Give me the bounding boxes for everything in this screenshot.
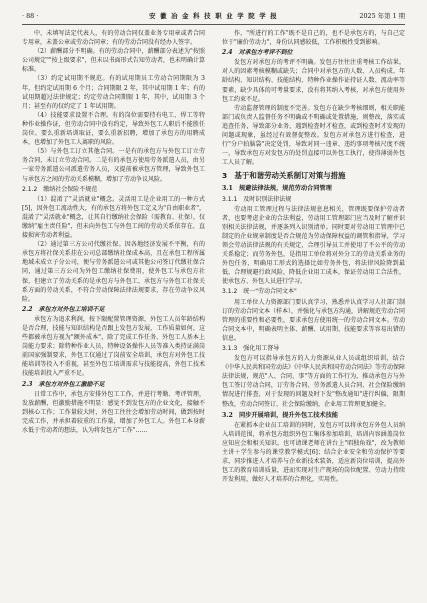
paragraph: 在紧抓本企业员工培训的同时，发包方可以将承包方外包人员纳入培训范围，将承包方组织外包工集体参加培训，培训内容涵盖岗位应知应会和相关知识。也可请课老师在讲台上"唱独角戏"，改为教师主讲＋学生参与的课堂教学模式[6]；结合企业安全和劳动保护等要求，同步推进人才培养与企业新技术装备，适应新岗位培训，提高外包工的教育培训质量，进而实现对生产现场的岗位配置、劳动力持续开发利用，做好人才培养的合理化，实用性。 (222, 421, 405, 484)
paragraph: 承包方为追求利润，按下限配置管理资源，外包工人员年龄结构是否合理，技能与知识结构是否跟上发包方发展，工作质量如何，这些都被承包方视为"额外成本"，除了完成工作任务、外包工人基本上岗能力要求；除特种作业人员，特种设备操作人员等准入类持证满岗前国家强制要求，外包工仅通过了岗前安全培训，承包方对外包工技能培训等投入不重视，甚至外包工培训需求与技能提高，外包工技术技能培训投入严重不足。 (22, 315, 205, 378)
subsubsection-heading: 2.4 对承包方考评不到位 (222, 49, 293, 57)
subsubsection-heading: 2.1.2 缴纳社会保险不规范 (22, 185, 98, 193)
paragraph: （3）约定试用期不规范。有的试用期员工劳动合同期限为 3 年，但约定试用期 6 个月；合同期限 2 年，其中试用期 1 年；有的试用期超过法律规定；约定劳动合同期限 1 年，其中，试用期 3 个月；甚至有的仅约定了 1 年试用期。 (22, 75, 205, 110)
paragraph: 用工单位人力资源部门要认真学习，熟悉并认真学习人社部门制订的劳动合同文本（样本），并强化与承包方沟通，讲解规范劳动合同管理的重要性和必要性，要求承包方使用统一的劳动合同文本。劳动合同文本中，明确表明主体、薪酬、试用期、技能要求等容易出错的信息。 (222, 298, 405, 342)
subsubsection-heading: 3.1.3 强化用工督导 (222, 345, 280, 352)
journal-name: 安 徽 冶 金 科 技 职 业 学 院 学 报 (149, 12, 278, 20)
subsection-heading: 3.2 同步开展培训，提升外包工技术技能 (222, 411, 338, 419)
paragraph: 劳动用工管理过程与法律法规息息相关，管理既要保护劳动者者，也要考虑企业的合法利益，劳动用工管理部门应当及时了解并识别相关法律法规，并逐条列入识别清单。同时要对劳动用工管理中已制定的企业规章制度是否合规范为劳动保障权益的调管和指导，学习领会劳动法律法规的有关规定，合理引导员工并使用了不公平的劳动关系稳定；而劳务外包，是指用工单位将对外分工的劳动关系业务的外包任务，明确用工形式的选择比如劳务外包，将法律风险降到最低，合理规避行政风险，降低企业用工成本，保证劳动用工合法性，使承包方、外包人员进行学习。 (222, 205, 405, 286)
paragraph: 作，"所进行的工作"既不是自己的，也不是承包方的，与自己定位于"廉价劳动力"，身份认同感较低，工作积极性受到影响。 (222, 30, 405, 47)
subsubsection-heading: 2.3 承包方对外包工激励不足 (22, 380, 105, 388)
paragraph: （2）通过第三方公司代缴社保。因各地经济发展不平衡，有的承包方将社保关系挂在公司总部缴纳社保成本高，且在承包工程所属地域未成立子分公司，便与劳务派遣公司或其他公司签订代缴社保合同，通过第三方公司为外包工缴纳社保费用，使外包工与承包方社保，但建立了劳动关系的是承包方与外包工，承包方与外包工社保关系方面的劳动关系，不符合劳动保障法律法规要求，存在劳动争议风险。 (22, 241, 205, 303)
running-header (22, 10, 405, 25)
subsubsection-heading: 3.1.2 统一"劳动合同文本" (222, 288, 297, 296)
paragraph: （2）薪酬部分不明确。有的劳动合同中，薪酬部分表述为"按照公司规定""按上级要求"，但未以书面形式告知劳动者，也未明确计算标准。 (22, 48, 205, 74)
paragraph: 发包方可以指导承包方的人力资源从业人员或组织培训，结合《中华人民共和国劳动法》《中华人民共和国劳动合同法》等劳动保障法律法规，规范"人、合同、事"等方面的工作行为，推动承包方与外包工签订劳动合同，订劳务合同、劳务派遣人员合同、社会保险缴纳情况进行排查，对于发现的问题及时下发"整改通知"进行纠偏，限期整改，劳动合同签订、社会保险缴纳，企业用工管理更加健全。 (222, 355, 405, 408)
paragraph: 日常工作中，承包方安排外包工工作，并进行考勤、考评管理，发放薪酬，但激励措施不明显：感觉不到发包方的企业文化，接触不到核心工作；工作量较大时，外包工往往会增加劳动时间，做到按时完成工作，并承担着较重的工作量，增加了外包工人。外包工本身薪水低于劳动者的想法，认为将发包方"工作"…… (22, 390, 205, 435)
page-number: · 88 · (22, 12, 39, 20)
paragraph: （5）与外包工订立其他合同。一是有的承包方与外包工订立劳务合同，未订立劳动合同。二是有的承包方使用劳务派遣人员，由另一家劳务派遣公司派遣劳务人员，又提前被承包方管理，导致外包工与承包方之间的劳动关系模糊，增加了劳动争议风险。 (22, 148, 205, 183)
subsubsection-heading: 3.1.1 及时识别法律法规 (222, 195, 292, 203)
issue-label: 2025 年第 1 期 (359, 12, 405, 20)
left-column (22, 29, 205, 595)
paragraph: （4）技能要求设置不合理。有的岗位需要持有电工、焊工等特种作业操作证，但劳动合同中没有约定，导致外包工人职后不能胜任岗位。要么重新培训取证，要么重新招聘，增加了承包方的用聘成本，也增加了外包工人离职的风险。 (22, 111, 205, 147)
subsubsection-heading: 2.2 承包方对外包工培训不足 (22, 305, 105, 313)
paragraph: （1）混淆了"灵活就业"概念。灵活用工是企业用工的一种方式[5]，因外包工流动性大，有的承包方将外包工定义为"自由职业者"，混淆了"灵活就业"概念，让其自行缴纳社会保险（需教育、社保），仅缴纳"雇主责任险"，但未向外包工与外包工间的劳动关系依存在，直接损害劳动者利益。 (22, 195, 205, 240)
paragraph: 中，未填写法定代表人，有的劳动合同仅盖业务专用章或者合同专用章，未盖公章或劳动合同章；有的劳动合同没有经办人签字。 (22, 30, 205, 47)
right-column (222, 29, 405, 595)
paragraph: 劳动监督管理的制度不完善。发包方在缺少考核细则，相关职能部门或负责人监督任务不明确或不明确或处置措施，则整改，落实或追查任务，导致部分业务，遇到检查时才检查，或到检查时才发现的问题或现象，虽经过有效督促整改。发包方对承包方进行检查，进行"分户拍脑袋"决定处罚，导致对同一违章、违约事项考核尺度不统一，导致承包方对发包方的处罚直接可以外包工执行，使得薄弱外包工人员了解。 (222, 104, 405, 167)
paragraph: 发包方对承包方的考评不明确。发包方往往注重考核工作结果，对人的因素考核模糊或缺失；合同中对承包方的人数、人员构成、年龄结构、知识结构、技能结构、特种作业操作证持证人数、流动率等要素，缺少具体的可考量要求，没有将其纳入考核，对承包方使用外包工约束不足。 (222, 59, 405, 103)
subsection-heading: 3.1 规避法律法规，规范劳动合同管理 (222, 185, 332, 193)
section-heading: 3 基于和谐劳动关系制订对策与措施 (222, 171, 346, 181)
